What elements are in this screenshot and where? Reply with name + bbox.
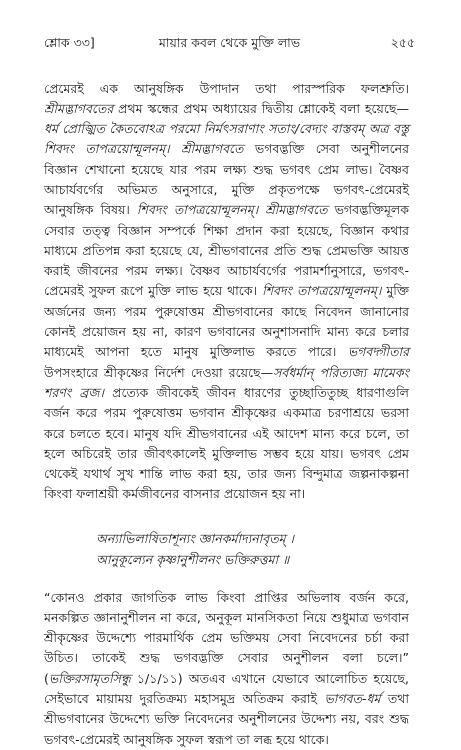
italic-quote-text: সর্বধর্মান্ পরিত্যজ্য মামেকং শরণং ব্রজ।: [44, 364, 409, 400]
body-text: তথা শ্রীভগবানের উদ্দেশ্যে ভক্তি নিবেদনের অনুশীলনের উদ্দেশ্য নয়, বরং শুদ্ধ ভগবৎ-প্রেমেরই আনুষঙ্গিক সুফল স্বরূপ তা লব্ধ হয়ে থাকে।: [44, 690, 409, 747]
body-text: ভগবদ্ভক্তি সেবা অনুশীলনের বিজ্ঞান শেখানো হয়েছে যার পরম লক্ষ্য শুদ্ধ ভগবৎ প্রেম লাভ। বৈষ্ণব আচার্যবর্গের অভিমত অনুসারে, মুক্তি প্রকৃতপক্ষে ভগবৎ-প্রেমেরই আনুষঙ্গিক বিষয়।: [44, 141, 409, 218]
page-number: ২৫৫: [390, 35, 415, 50]
body-text: উপসংহারে শ্রীকৃষ্ণের নির্দেশ দেওয়া রয়েছে—: [44, 364, 274, 380]
italic-quote-text: ভক্তিরসামৃতসিন্ধু: [48, 670, 131, 686]
body-text: মুক্তি অর্জনের জন্য পরম পুরুষোত্তম শ্রীভগবানের কাছে নিবেদন জানানোর কোনই প্রয়োজন হয় না, কারণ ভগবানের অনুশাসনাদি মান্য করে চলার মাধ্যমেই আপনা হতে মানুষ মুক্তিলাভ করতে পারে।: [44, 283, 409, 360]
italic-quote-text: শ্রীমদ্ভাগবতে: [181, 141, 244, 157]
sanskrit-verse-line-2: আনুকূল্যেন কৃষ্ণানুশীলনং ভক্তিরুত্তমা ॥: [96, 552, 290, 567]
verse-reference: শ্লোক ৩৩]: [44, 35, 95, 50]
italic-quote-text: ভগবদ্গীতার: [347, 344, 409, 360]
body-text: “কোনও প্রকার জাগতিক লাভ কিংবা প্রাপ্তির অভিলাষ বর্জন করে, মনকল্পিত জ্ঞানানুশীলন না করে, অনুকূল মানসিকতা নিয়ে শুধুমাত্র ভগবান শ্রীকৃষ্ণের উদ্দেশ্যে পারমার্থিক প্রেম ভক্তিময় সেবা নিবেদনের চর্চা করা উচিত। তাকেই শুদ্ধ ভগবদ্ভক্তি সেবার অনুশীলন বলা চলে।” (: [44, 589, 409, 686]
body-text: ভগবদ্ভক্তিমূলক সেবার তত্ত্ব বিজ্ঞান সম্পর্কে শিক্ষা প্রদান করা হয়েছে, বিজ্ঞান কথার মাধ্যমে প্রতিপন্ন করা হয়েছে যে, শ্রীভগবানের প্রতি শুদ্ধ প্রেমভক্তি আয়ত্ত করাই জীবনের পরম লক্ষ্য। বৈষ্ণব আচার্যবর্গের পরামর্শানুসারে, ভগবৎ-প্রেমেরই সুফল রূপে মুক্তি লাভ হয়ে থাকে।: [44, 202, 409, 299]
body-text: প্রথম স্কন্ধের প্রথম অধ্যায়ের দ্বিতীয় শ্লোকেই বলা হয়েছে—: [113, 100, 409, 116]
body-text: প্রত্যেক জীবকেই জীবন ধারণের তুচ্ছাতিতুচ্ছ ধারণাগুলি বর্জন করে পরম পুরুষোত্তম ভগবান শ্রীকৃষ্ণের একমাত্র চরণাশ্রয়ে ভরসা করে চলতে হবে। মানুষ যদি শ্রীভগবানের এই আদেশ মান্য করে চলে, তা হলে অচিরেই তার জীবৎকালেই মুক্তিলাভ সম্ভব হয়ে যায়। ভগবৎ প্রেম থেকেই যথার্থ সুখ শান্তি লাভ করা হয়, তার জন্য বিন্দুমাত্র জল্পনাকল্পনা কিংবা ফলাশ্রয়ী কর্মজীবনের বাসনার প্রয়োজন হয় না।: [44, 384, 409, 502]
italic-quote-text: ভাগবত-ধর্ম: [324, 690, 381, 706]
sanskrit-verse-line-1: অন্যাভিলাষিতাশূন্যং জ্ঞানকর্মাদ্যনাবৃতম্ ।: [96, 531, 295, 546]
italic-quote-text: শিবদং তাপত্রয়োন্মূলনম্।: [262, 283, 382, 299]
italic-quote-text: শ্রীমদ্ভাগবতের: [44, 100, 114, 116]
purport-paragraph-1: [44, 79, 409, 505]
purport-paragraph-2: [44, 588, 409, 750]
body-text: [170, 141, 181, 156]
page-header: [44, 35, 415, 55]
italic-quote-text: ধর্ম প্রোজ্ঝিত কৈতবোঽত্র পরমো নির্মৎসরাণাং সতাং/বেদ্যং বাস্তবম্ অত্র বস্তু শিবদং তাপত্রয়োন্মূলনম্।: [44, 121, 409, 157]
body-text: ১/১/১১) অতএব এখানে যেভাবে আলোচিত হয়েছে, সেইভাবে মায়াময় দুরতিক্রম্য মহাসমুদ্র অতিক্রম করাই: [44, 670, 409, 706]
italic-quote-text: শিবদং তাপত্রয়োন্মূলনম্।: [136, 202, 259, 218]
italic-quote-text: শ্রীমদ্ভাগবতে: [265, 202, 328, 218]
body-text: প্রেমেরই এক আনুষঙ্গিক উপাদান তথা পারস্পরিক ফলশ্রুতি।: [44, 80, 409, 96]
chapter-title: মায়ার কবল থেকে মুক্তি লাভ: [158, 35, 301, 50]
